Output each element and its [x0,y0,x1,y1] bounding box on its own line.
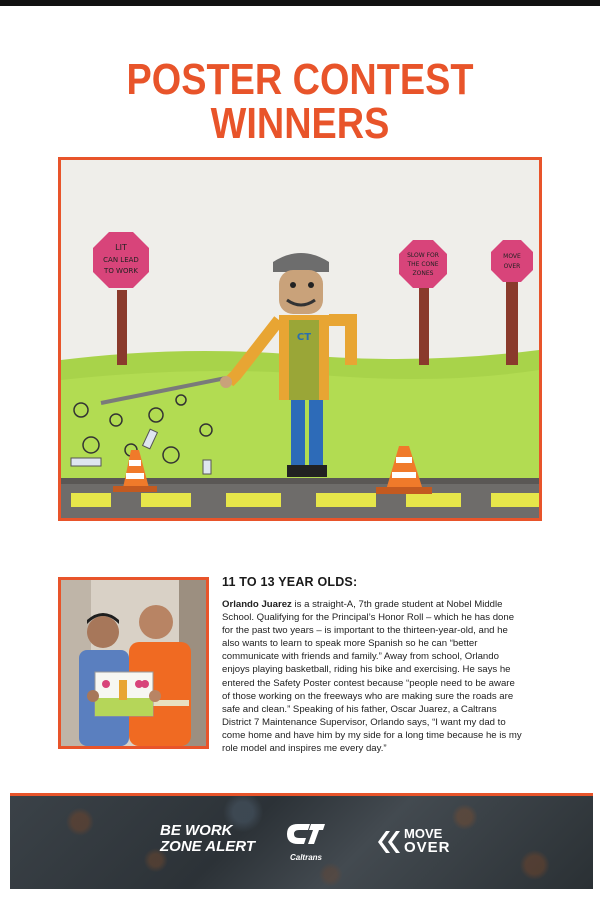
caltrans-logo [284,821,328,862]
caltrans-mark-icon [284,821,328,847]
svg-text:THE CONE: THE CONE [407,261,439,268]
svg-text:LIT: LIT [115,243,127,252]
move-over-chevrons-icon [376,829,402,855]
be-work-zone-alert-logo [160,823,255,855]
winner-photo-image [61,580,206,746]
top-bar [0,0,600,6]
winner-bio-text: is a straight-A, 7th grade student at Nobel Middle School. Qualifying for the Principal’s Honor Roll – which he has done for the past two years – is important to the thirteen-year-old, and he also wants to learn to speak more Spanish so he can “better communicate with friends and family.” Away from school, Orlando enjoys playing basketball, riding his bike and exercising. He says he entered the Safety Poster contest because “people need to be aware of those working on the freeways who are making sure the roads are safe and clean.” Speaking of his father, Oscar Juarez, a Caltrans District 7 Maintenance Supervisor, Orlando says, “I want my dad to come home and have him by my side for a long time because he is my role model and inspires me every day.” [222,599,522,755]
winning-poster-image [58,157,542,521]
move-over-line1: MOVE [404,826,443,841]
age-group-heading: 11 TO 13 YEAR OLDS: [222,575,358,589]
footer-stripe [10,793,593,796]
poster-drawing [61,160,539,518]
svg-text:SLOW FOR: SLOW FOR [407,252,439,259]
svg-text:ZONES: ZONES [412,270,434,277]
svg-text:MOVE: MOVE [503,253,521,260]
winner-photo [58,577,209,749]
svg-text:TO WORK: TO WORK [104,267,138,275]
winner-bio [222,598,522,755]
page-title: POSTER CONTEST WINNERS [126,55,474,148]
caltrans-word: Caltrans [289,853,322,862]
footer-banner [10,793,593,889]
worker-vest-logo: CT [296,332,312,343]
svg-text:CAN LEAD: CAN LEAD [103,256,139,264]
winner-name: Orlando Juarez [222,599,292,610]
move-over-line2: OVER [404,839,451,856]
svg-text:OVER: OVER [503,263,521,270]
bwza-line1: BE WORK [160,822,233,839]
bwza-line2: ZONE ALERT [160,838,256,855]
